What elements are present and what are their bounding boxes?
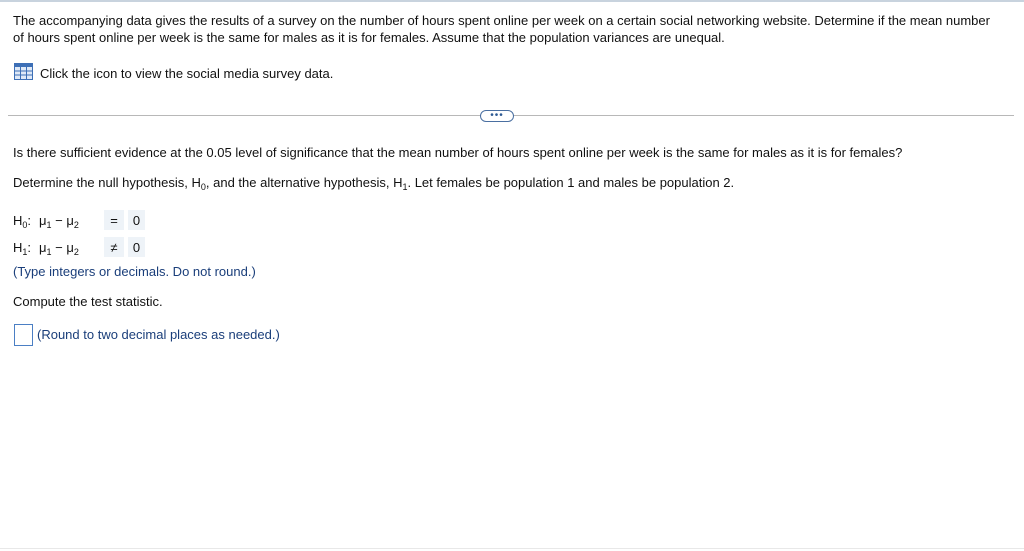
show-more-button[interactable]: ••• — [480, 110, 514, 122]
null-hypothesis-row — [13, 210, 145, 230]
test-statistic-prompt: Compute the test statistic. — [13, 294, 163, 309]
rounding-note: (Round to two decimal places as needed.) — [37, 327, 280, 342]
top-border — [0, 0, 1024, 2]
null-hypothesis-expression: $\mu_1 - \mu_2$ — [39, 212, 79, 230]
alt-hypothesis-label: $H_1$: — [13, 239, 32, 257]
alt-operator-select[interactable]: ≠ — [104, 237, 124, 257]
view-data-link[interactable] — [14, 63, 333, 83]
null-operator-select[interactable]: = — [104, 210, 124, 230]
alt-hypothesis-row — [13, 237, 145, 257]
view-data-label[interactable]: Click the icon to view the social media survey data. — [40, 65, 334, 81]
problem-statement: The accompanying data gives the results of a survey on the number of hours spent online per week on a certain social networking website. Determine if the mean number of hours spent online per week is the same for males as it is for females. Assume that the population variances are unequal. — [13, 13, 990, 45]
null-hypothesis-label: $H_0$: — [13, 212, 32, 230]
null-value-input[interactable]: 0 — [128, 210, 145, 230]
alt-value-input[interactable]: 0 — [128, 237, 145, 257]
test-statistic-input[interactable] — [14, 324, 33, 346]
hypothesis-instruction: Determine the null hypothesis, $H_0$, and the alternative hypothesis, $H_1$. Let females be population 1 and males be population 2. — [13, 175, 735, 192]
bottom-border — [0, 548, 1024, 549]
data-table-icon[interactable] — [14, 63, 33, 83]
hypothesis-format-note: (Type integers or decimals. Do not round.) — [13, 264, 256, 279]
alt-hypothesis-expression: $\mu_1 - \mu_2$ — [39, 239, 79, 257]
evidence-question: Is there sufficient evidence at the 0.05 level of significance that the mean number of hours spent online per week is the same for males as it is for females? — [13, 145, 903, 160]
